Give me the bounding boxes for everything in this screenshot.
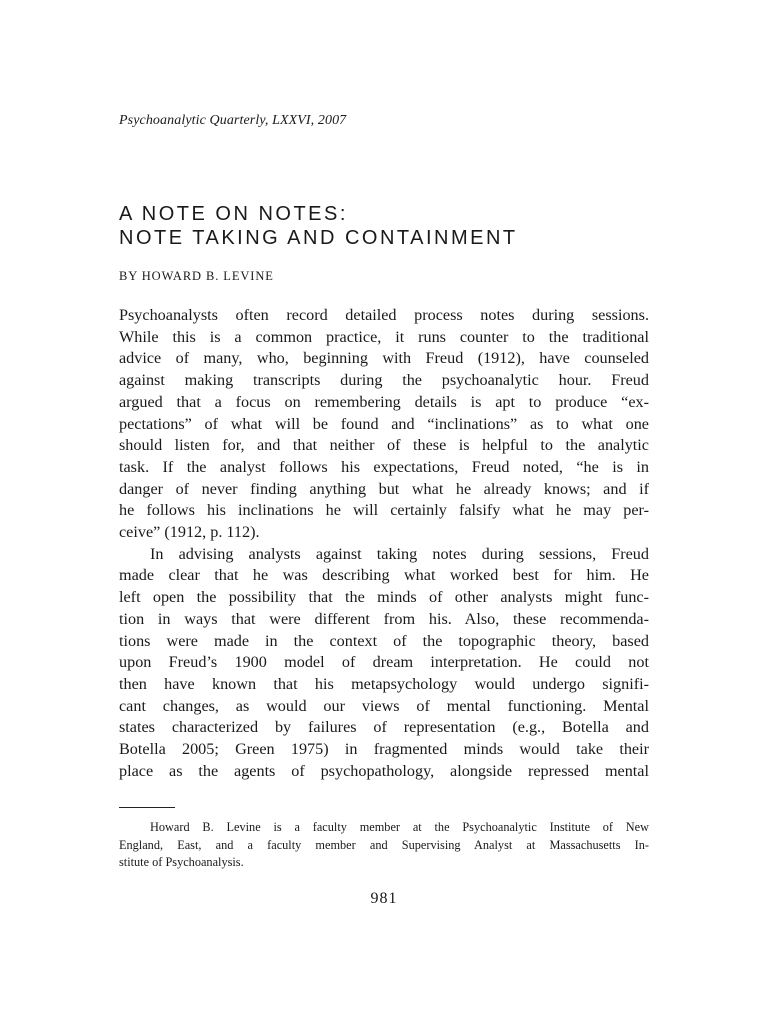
paragraph-1	[119, 305, 649, 544]
article-title	[119, 202, 518, 250]
article-title-line-2: NOTE TAKING AND CONTAINMENT	[119, 227, 518, 249]
body-line: he follows his inclinations he will certainly falsify what he may per-	[119, 501, 649, 520]
paragraph-2	[119, 544, 649, 783]
body-line: While this is a common practice, it runs counter to the traditional	[119, 327, 649, 346]
body-line: against making transcripts during the psychoanalytic hour. Freud	[119, 371, 649, 390]
body-line: should listen for, and that neither of these is helpful to the analytic	[119, 436, 649, 455]
body-line: cant changes, as would our views of mental functioning. Mental	[119, 696, 649, 715]
body-line: made clear that he was describing what worked best for him. He	[119, 566, 649, 585]
article-body	[119, 305, 649, 782]
body-line: tion in ways that were different from his. Also, these recommenda-	[119, 609, 649, 628]
author-byline: BY HOWARD B. LEVINE	[119, 269, 274, 283]
page-number: 981	[370, 890, 398, 907]
author-footnote	[119, 819, 649, 872]
journal-page	[119, 0, 649, 1024]
body-line: left open the possibility that the minds of other analysts might func-	[119, 588, 649, 607]
body-line: argued that a focus on remembering details is apt to produce “ex-	[119, 392, 649, 411]
body-line: In advising analysts against taking notes during sessions, Freud	[150, 544, 649, 563]
body-line: Botella 2005; Green 1975) in fragmented minds would take their	[119, 740, 649, 759]
footnote-line: England, East, and a faculty member and Supervising Analyst at Massachusetts In-	[119, 837, 649, 852]
body-line: tions were made in the context of the topographic theory, based	[119, 631, 649, 650]
running-header: Psychoanalytic Quarterly, LXXVI, 2007	[119, 113, 347, 128]
body-line: states characterized by failures of representation (e.g., Botella and	[119, 718, 649, 737]
body-line: Psychoanalysts often record detailed process notes during sessions.	[119, 306, 649, 324]
footnote-line: Howard B. Levine is a faculty member at the Psychoanalytic Institute of New	[150, 820, 649, 834]
footnote-divider	[119, 807, 175, 808]
body-line: then have known that his metapsychology would undergo signifi-	[119, 674, 649, 693]
body-line: ceive” (1912, p. 112).	[119, 523, 260, 542]
body-line: danger of never finding anything but what he already knows; and if	[119, 479, 649, 498]
body-line: place as the agents of psychopathology, alongside repressed mental	[119, 761, 649, 780]
body-line: task. If the analyst follows his expectations, Freud noted, “he is in	[119, 457, 649, 476]
body-line: pectations” of what will be found and “inclinations” as to what one	[119, 414, 649, 433]
article-title-line-1: A NOTE ON NOTES:	[119, 203, 348, 225]
body-line: upon Freud’s 1900 model of dream interpretation. He could not	[119, 653, 649, 672]
body-line: advice of many, who, beginning with Freud (1912), have counseled	[119, 349, 649, 368]
footnote-line: stitute of Psychoanalysis.	[119, 855, 244, 869]
